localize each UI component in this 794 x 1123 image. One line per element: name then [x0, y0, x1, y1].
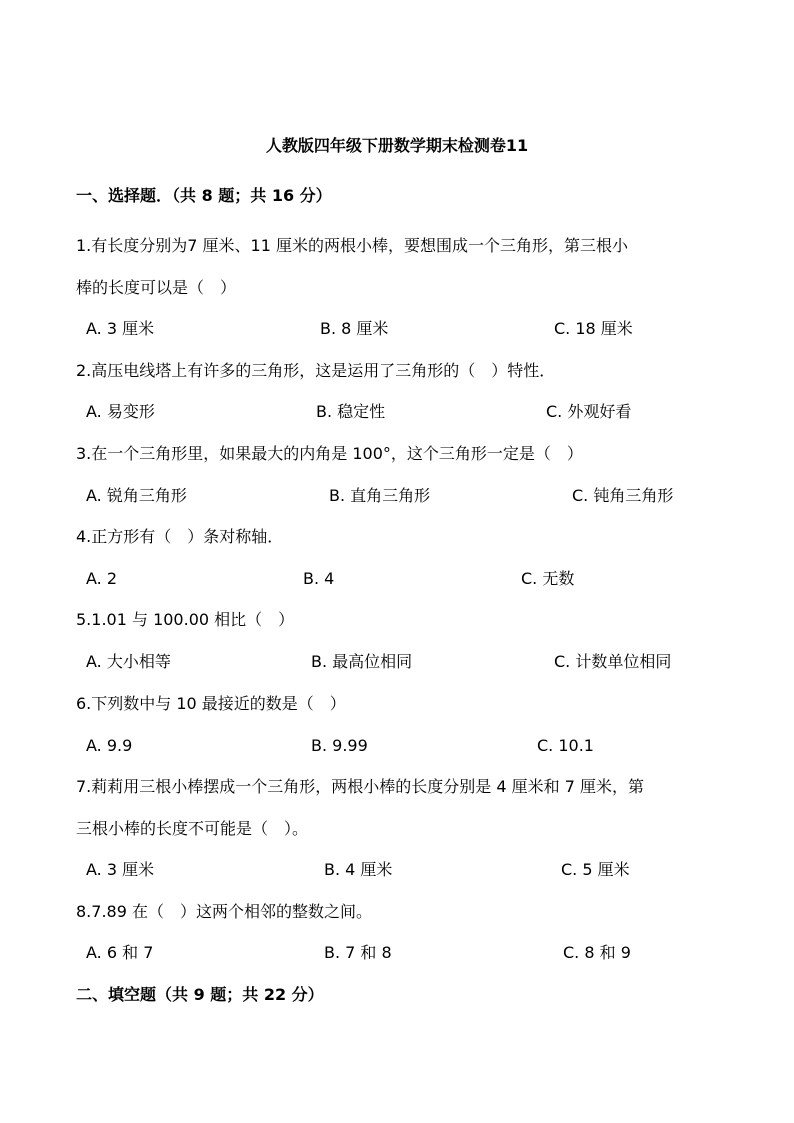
- question-6-line-1: 6.下列数中与 10 最接近的数是（ ）: [76, 694, 346, 713]
- question-4-option-c: C. 无数: [521, 569, 575, 588]
- question-5-option-b: B. 最高位相同: [311, 652, 413, 671]
- question-5-option-c: C. 计数单位相同: [554, 652, 672, 671]
- question-8-option-c: C. 8 和 9: [563, 943, 631, 962]
- question-2-option-a: A. 易变形: [86, 402, 155, 421]
- page-title: 人教版四年级下册数学期末检测卷11: [265, 136, 529, 155]
- question-4-line-1: 4.正方形有（ ）条对称轴．: [76, 527, 284, 546]
- question-5-line-1: 5.1.01 与 100.00 相比（ ）: [76, 610, 295, 629]
- question-1-option-b: B. 8 厘米: [320, 319, 389, 338]
- question-3-option-b: B. 直角三角形: [329, 486, 431, 505]
- question-8-option-a: A. 6 和 7: [86, 943, 154, 962]
- question-2-line-1: 2.高压电线塔上有许多的三角形，这是运用了三角形的（ ）特性．: [76, 361, 556, 380]
- question-7-option-c: C. 5 厘米: [561, 860, 630, 879]
- question-2-option-c: C. 外观好看: [546, 402, 632, 421]
- question-1-line-2: 棒的长度可以是（ ）: [76, 278, 237, 297]
- question-7-line-2: 三根小棒的长度不可能是（ ）。: [76, 819, 309, 838]
- question-3-option-c: C. 钝角三角形: [572, 486, 674, 505]
- question-4-option-a: A. 2: [86, 569, 118, 588]
- question-3-option-a: A. 锐角三角形: [86, 486, 187, 505]
- question-4-option-b: B. 4: [303, 569, 335, 588]
- question-1-option-c: C. 18 厘米: [554, 319, 633, 338]
- question-3-line-1: 3.在一个三角形里，如果最大的内角是 100°，这个三角形一定是（ ）: [76, 444, 583, 463]
- section-heading-fill-blank: 二、填空题（共 9 题；共 22 分）: [76, 985, 324, 1004]
- question-7-option-b: B. 4 厘米: [324, 860, 393, 879]
- question-6-option-c: C. 10.1: [537, 736, 594, 755]
- question-1-option-a: A. 3 厘米: [86, 319, 155, 338]
- question-8-option-b: B. 7 和 8: [324, 943, 392, 962]
- question-1-line-1: 1.有长度分别为7 厘米、11 厘米的两根小棒，要想围成一个三角形，第三根小: [76, 236, 628, 255]
- question-6-option-b: B. 9.99: [311, 736, 368, 755]
- question-5-option-a: A. 大小相等: [86, 652, 171, 671]
- question-2-option-b: B. 稳定性: [316, 402, 386, 421]
- question-6-option-a: A. 9.9: [86, 736, 133, 755]
- question-7-line-1: 7.莉莉用三根小棒摆成一个三角形，两根小棒的长度分别是 4 厘米和 7 厘米，第: [76, 777, 644, 796]
- question-8-line-1: 8.7.89 在（ ）这两个相邻的整数之间。: [76, 902, 372, 921]
- question-7-option-a: A. 3 厘米: [86, 860, 155, 879]
- section-heading-choice: 一、选择题．（共 8 题；共 16 分）: [76, 186, 332, 205]
